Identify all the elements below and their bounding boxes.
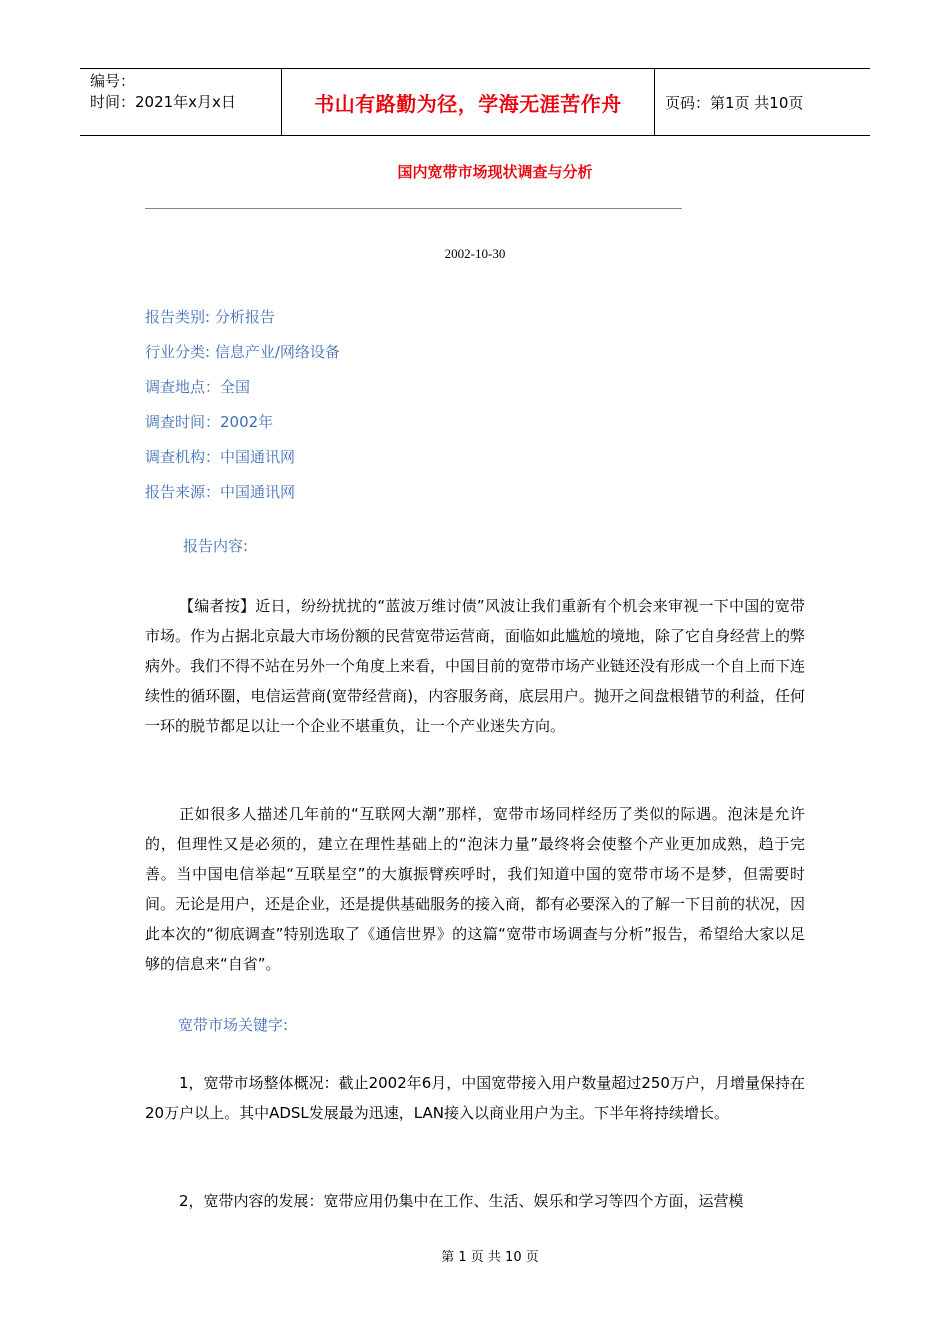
keyword-item-2: 2，宽带内容的发展：宽带应用仍集中在工作、生活、娱乐和学习等四个方面，运营模 (179, 1192, 744, 1210)
meta-agency: 调查机构：中国通讯网 (145, 448, 296, 466)
meta-location: 调查地点：全国 (145, 378, 251, 396)
meta-source: 报告来源：中国通讯网 (145, 483, 296, 501)
document-title: 国内宽带市场现状调查与分析 (397, 163, 593, 181)
keyword-item-1: 1，宽带市场整体概况：截止2002年6月，中国宽带接入用户数量超过250万户，月增量保持在20万户以上。其中ADSL发展最为迅速，LAN接入以商业用户为主。下半年将持续增长。 (145, 1074, 805, 1122)
header-motto: 书山有路勤为径，学海无涯苦作舟 (282, 69, 655, 135)
document-date: 2002-10-30 (444, 246, 506, 261)
number-label: 编号： (90, 72, 136, 90)
report-metadata (145, 305, 340, 515)
content-label: 报告内容: (183, 537, 249, 555)
time-label: 时间：2021年x月x日 (90, 93, 236, 111)
title-divider (145, 208, 682, 209)
page-footer: 第 1 页 共 10 页 (441, 1250, 539, 1265)
paragraph-editor-note: 【编者按】近日，纷纷扰扰的“蓝波万维讨债”风波让我们重新有个机会来审视一下中国的宽带市场。作为占据北京最大市场份额的民营宽带运营商，面临如此尴尬的境地，除了它自身经营上的弊病外。我们不得不站在另外一个角度上来看，中国目前的宽带市场产业链还没有形成一个自上而下连续性的循环圈，电信运营商(宽带经营商)，内容服务商，底层用户。抛开之间盘根错节的利益，任何一环的脱节都足以让一个企业不堪重负，让一个产业迷失方向。 (145, 597, 806, 735)
meta-time: 调查时间：2002年 (145, 413, 274, 431)
header-page-info: 页码：第1页 共10页 (665, 93, 804, 112)
keywords-label: 宽带市场关键字: (178, 1016, 289, 1034)
meta-category: 报告类别: 分析报告 (145, 308, 275, 326)
paragraph-bubble: 正如很多人描述几年前的“互联网大潮”那样，宽带市场同样经历了类似的际遇。泡沫是允许的，但理性又是必须的，建立在理性基础上的“泡沫力量”最终将会使整个产业更加成熟，趋于完善。当中国电信举起“互联星空”的大旗振臂疾呼时，我们知道中国的宽带市场不是梦，但需要时间。无论是用户，还是企业，还是提供基础服务的接入商，都有必要深入的了解一下目前的状况，因此本次的“彻底调查”特别选取了《通信世界》的这篇“宽带市场调查与分析”报告，希望给大家以足够的信息来“自省”。 (145, 805, 806, 973)
header-table (80, 68, 870, 136)
header-info-cell (80, 69, 282, 135)
meta-industry: 行业分类: 信息产业/网络设备 (145, 343, 340, 361)
